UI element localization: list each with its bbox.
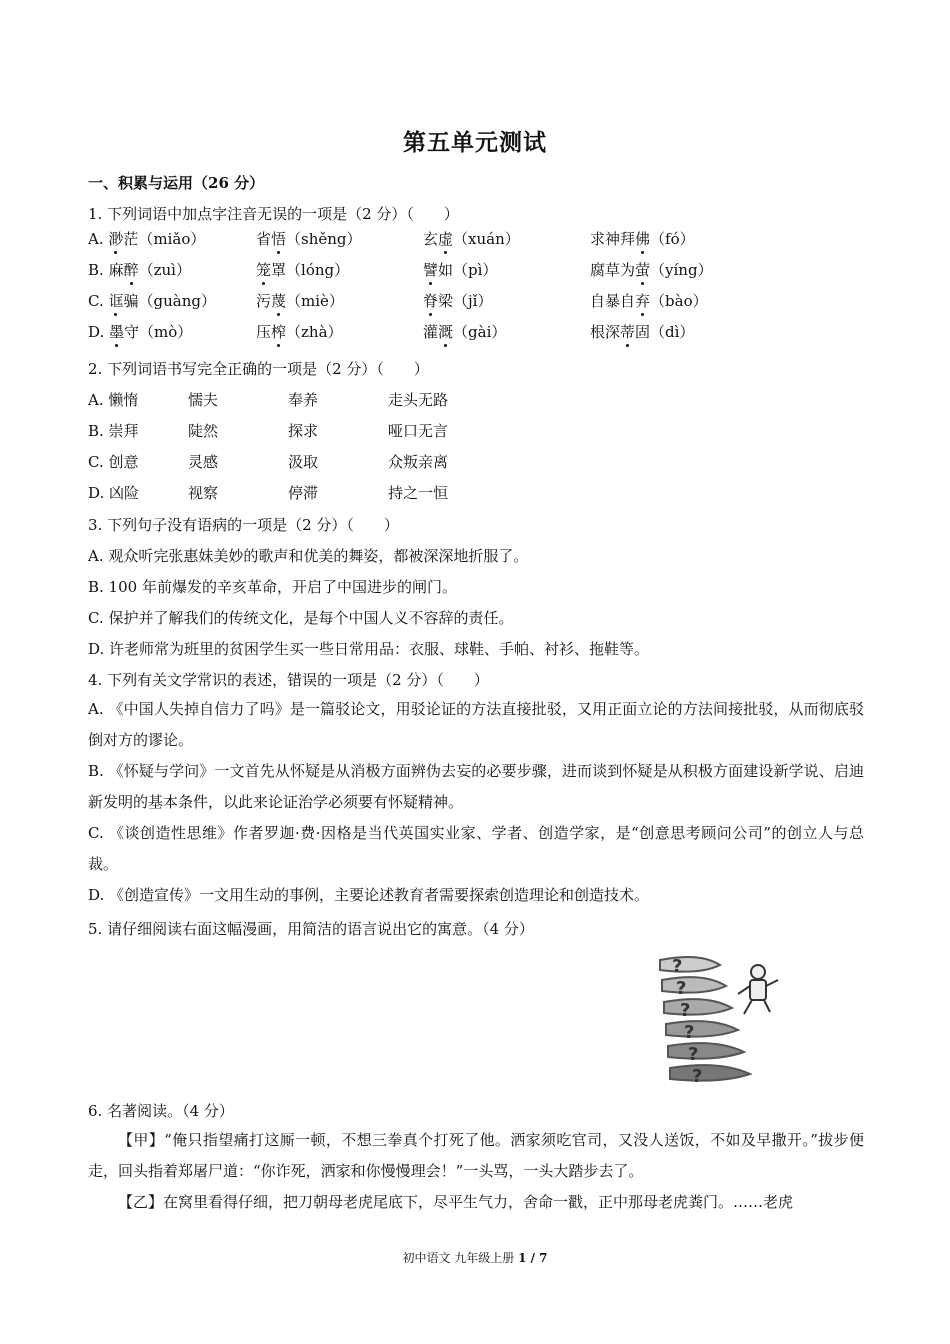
question-1-word: 求神拜佛（fó） <box>590 230 695 248</box>
svg-text:?: ? <box>676 978 687 999</box>
question-2-stem: 2. 下列词语书写完全正确的一项是（2 分）（ ） <box>88 360 429 378</box>
svg-text:?: ? <box>692 1066 703 1087</box>
dotted-character: 诓 <box>108 292 124 310</box>
question-1-word: D. 墨守（mò） <box>88 323 193 341</box>
question-4-stem: 4. 下列有关文学常识的表述，错误的一项是（2 分）（ ） <box>88 671 489 689</box>
dotted-character: 虚 <box>438 230 454 248</box>
question-2-word: 探求 <box>288 422 319 440</box>
question-6-passage-yi: 【乙】在窝里看得仔细，把刀朝母老虎尾底下，尽平生气力，舍命一戳，正中那母老虎粪门。……老虎 <box>118 1193 794 1211</box>
dotted-character: 墨 <box>109 323 125 341</box>
question-2-word: 懦夫 <box>188 391 219 409</box>
question-4-option-c: C. 《谈创造性思维》作者罗迦·费·因格是当代英国实业家、学者、创造学家，是“创意思考顾问公司”的创立人与总裁。 <box>88 824 864 873</box>
question-1-word: 笼罩（lóng） <box>256 261 350 279</box>
dotted-character: 溉 <box>438 323 454 341</box>
dotted-character: 佛 <box>635 230 651 248</box>
question-1-word: 玄虚（xuán） <box>423 230 520 248</box>
question-1-word: B. 麻醉（zuì） <box>88 261 191 279</box>
question-2-word: D. 凶险 <box>88 484 140 502</box>
question-4-option-b: B. 《怀疑与学问》一文首先从怀疑是从消极方面辨伪去妄的必要步骤，进而谈到怀疑是从积极方面建设新学说、启迪新发明的基本条件，以此来论证治学必须要有怀疑精神。 <box>88 762 864 811</box>
dotted-character: 弃 <box>635 292 651 310</box>
dotted-character: 醉 <box>123 261 139 279</box>
question-2-word: 持之一恒 <box>388 484 449 502</box>
question-2-word: 视察 <box>188 484 219 502</box>
dotted-character: 榨 <box>271 323 287 341</box>
page-title: 第五单元测试 <box>403 129 547 156</box>
question-4-option-d: D. 《创造宣传》一文用生动的事例，主要论述教育者需要探索创造理论和创造技术。 <box>88 886 650 904</box>
question-2-word: 哑口无言 <box>388 422 449 440</box>
question-2-word: 走头无路 <box>388 391 449 409</box>
question-2-option-row <box>88 482 868 504</box>
question-1-word: 譬如（pì） <box>423 261 498 279</box>
question-1-word: 省悟（shěng） <box>256 230 362 248</box>
question-1-word: 腐草为萤（yíng） <box>590 261 713 279</box>
question-2-word: 众叛亲离 <box>388 453 449 471</box>
dotted-character: 脊 <box>423 292 439 310</box>
dotted-character: 譬 <box>423 261 439 279</box>
question-1-word: 根深蒂固（dì） <box>590 323 695 341</box>
question-6-stem: 6. 名著阅读。（4 分） <box>88 1102 234 1120</box>
section-heading: 一、积累与运用（26 分） <box>88 174 265 192</box>
question-1-word: 脊梁（jǐ） <box>423 292 493 310</box>
dotted-character: 渺 <box>108 230 124 248</box>
question-1-word: 灌溉（gài） <box>423 323 507 341</box>
question-2-word: 灵感 <box>188 453 219 471</box>
dotted-character: 萤 <box>635 261 651 279</box>
question-1-word: C. 诓骗（guàng） <box>88 292 216 310</box>
question-3-option-a: A. 观众听完张惠妹美妙的歌声和优美的舞姿，都被深深地折服了。 <box>88 547 529 565</box>
question-4-option-a: A. 《中国人失掉自信力了吗》是一篇驳论文，用驳论证的方法直接批驳，又用正面立论的方法间接批驳，从而彻底驳倒对方的谬论。 <box>88 700 864 749</box>
question-3-option-c: C. 保护并了解我们的传统文化，是每个中国人义不容辞的责任。 <box>88 609 514 627</box>
dotted-character: 蒂 <box>620 323 636 341</box>
question-1-word: 污蔑（miè） <box>256 292 344 310</box>
svg-text:?: ? <box>680 1000 691 1021</box>
question-1-option-row <box>88 290 868 312</box>
question-2-word: 停滞 <box>288 484 319 502</box>
question-1-word: A. 渺茫（miǎo） <box>88 230 206 248</box>
question-2-word: 汲取 <box>288 453 319 471</box>
question-1-option-row <box>88 228 868 250</box>
question-2-word: A. 懒惰 <box>88 391 139 409</box>
question-3-stem: 3. 下列句子没有语病的一项是（2 分）（ ） <box>88 516 399 534</box>
page-footer <box>0 1249 950 1266</box>
question-2-option-row <box>88 389 868 411</box>
question-2-word: 奉养 <box>288 391 319 409</box>
question-1-option-row <box>88 259 868 281</box>
question-1-option-row <box>88 321 868 343</box>
svg-text:?: ? <box>672 956 683 977</box>
question-5-stem: 5. 请仔细阅读右面这幅漫画，用简洁的语言说出它的寓意。（4 分） <box>88 920 534 938</box>
dotted-character: 悟 <box>271 230 287 248</box>
question-2-word: C. 创意 <box>88 453 139 471</box>
dotted-character: 笼 <box>256 261 272 279</box>
dotted-character: 蔑 <box>271 292 287 310</box>
question-2-word: B. 崇拜 <box>88 422 139 440</box>
cartoon-illustration <box>640 950 800 1090</box>
question-3-option-d: D. 许老师常为班里的贫困学生买一些日常用品：衣服、球鞋、手帕、衬衫、拖鞋等。 <box>88 640 650 658</box>
question-6-passage-jia: 【甲】“俺只指望痛打这厮一顿，不想三拳真个打死了他。洒家须吃官司，又没人送饭，不如及早撒开。”拔步便走，回头指着郑屠尸道：“你诈死，洒家和你慢慢理会！”一头骂，一头大踏步去了。 <box>88 1131 864 1180</box>
footer-page-number: 1 / 7 <box>518 1251 548 1265</box>
question-1-word: 压榨（zhà） <box>256 323 343 341</box>
question-2-word: 陡然 <box>188 422 219 440</box>
svg-text:?: ? <box>684 1022 695 1043</box>
question-1-stem: 1. 下列词语中加点字注音无误的一项是（2 分）（ ） <box>88 205 459 223</box>
question-1-word: 自暴自弃（bào） <box>590 292 708 310</box>
question-3-option-b: B. 100 年前爆发的辛亥革命，开启了中国进步的闸门。 <box>88 578 457 596</box>
svg-text:?: ? <box>688 1044 699 1065</box>
question-2-option-row <box>88 420 868 442</box>
footer-subject: 初中语文 九年级上册 <box>402 1251 519 1265</box>
question-2-option-row <box>88 451 868 473</box>
